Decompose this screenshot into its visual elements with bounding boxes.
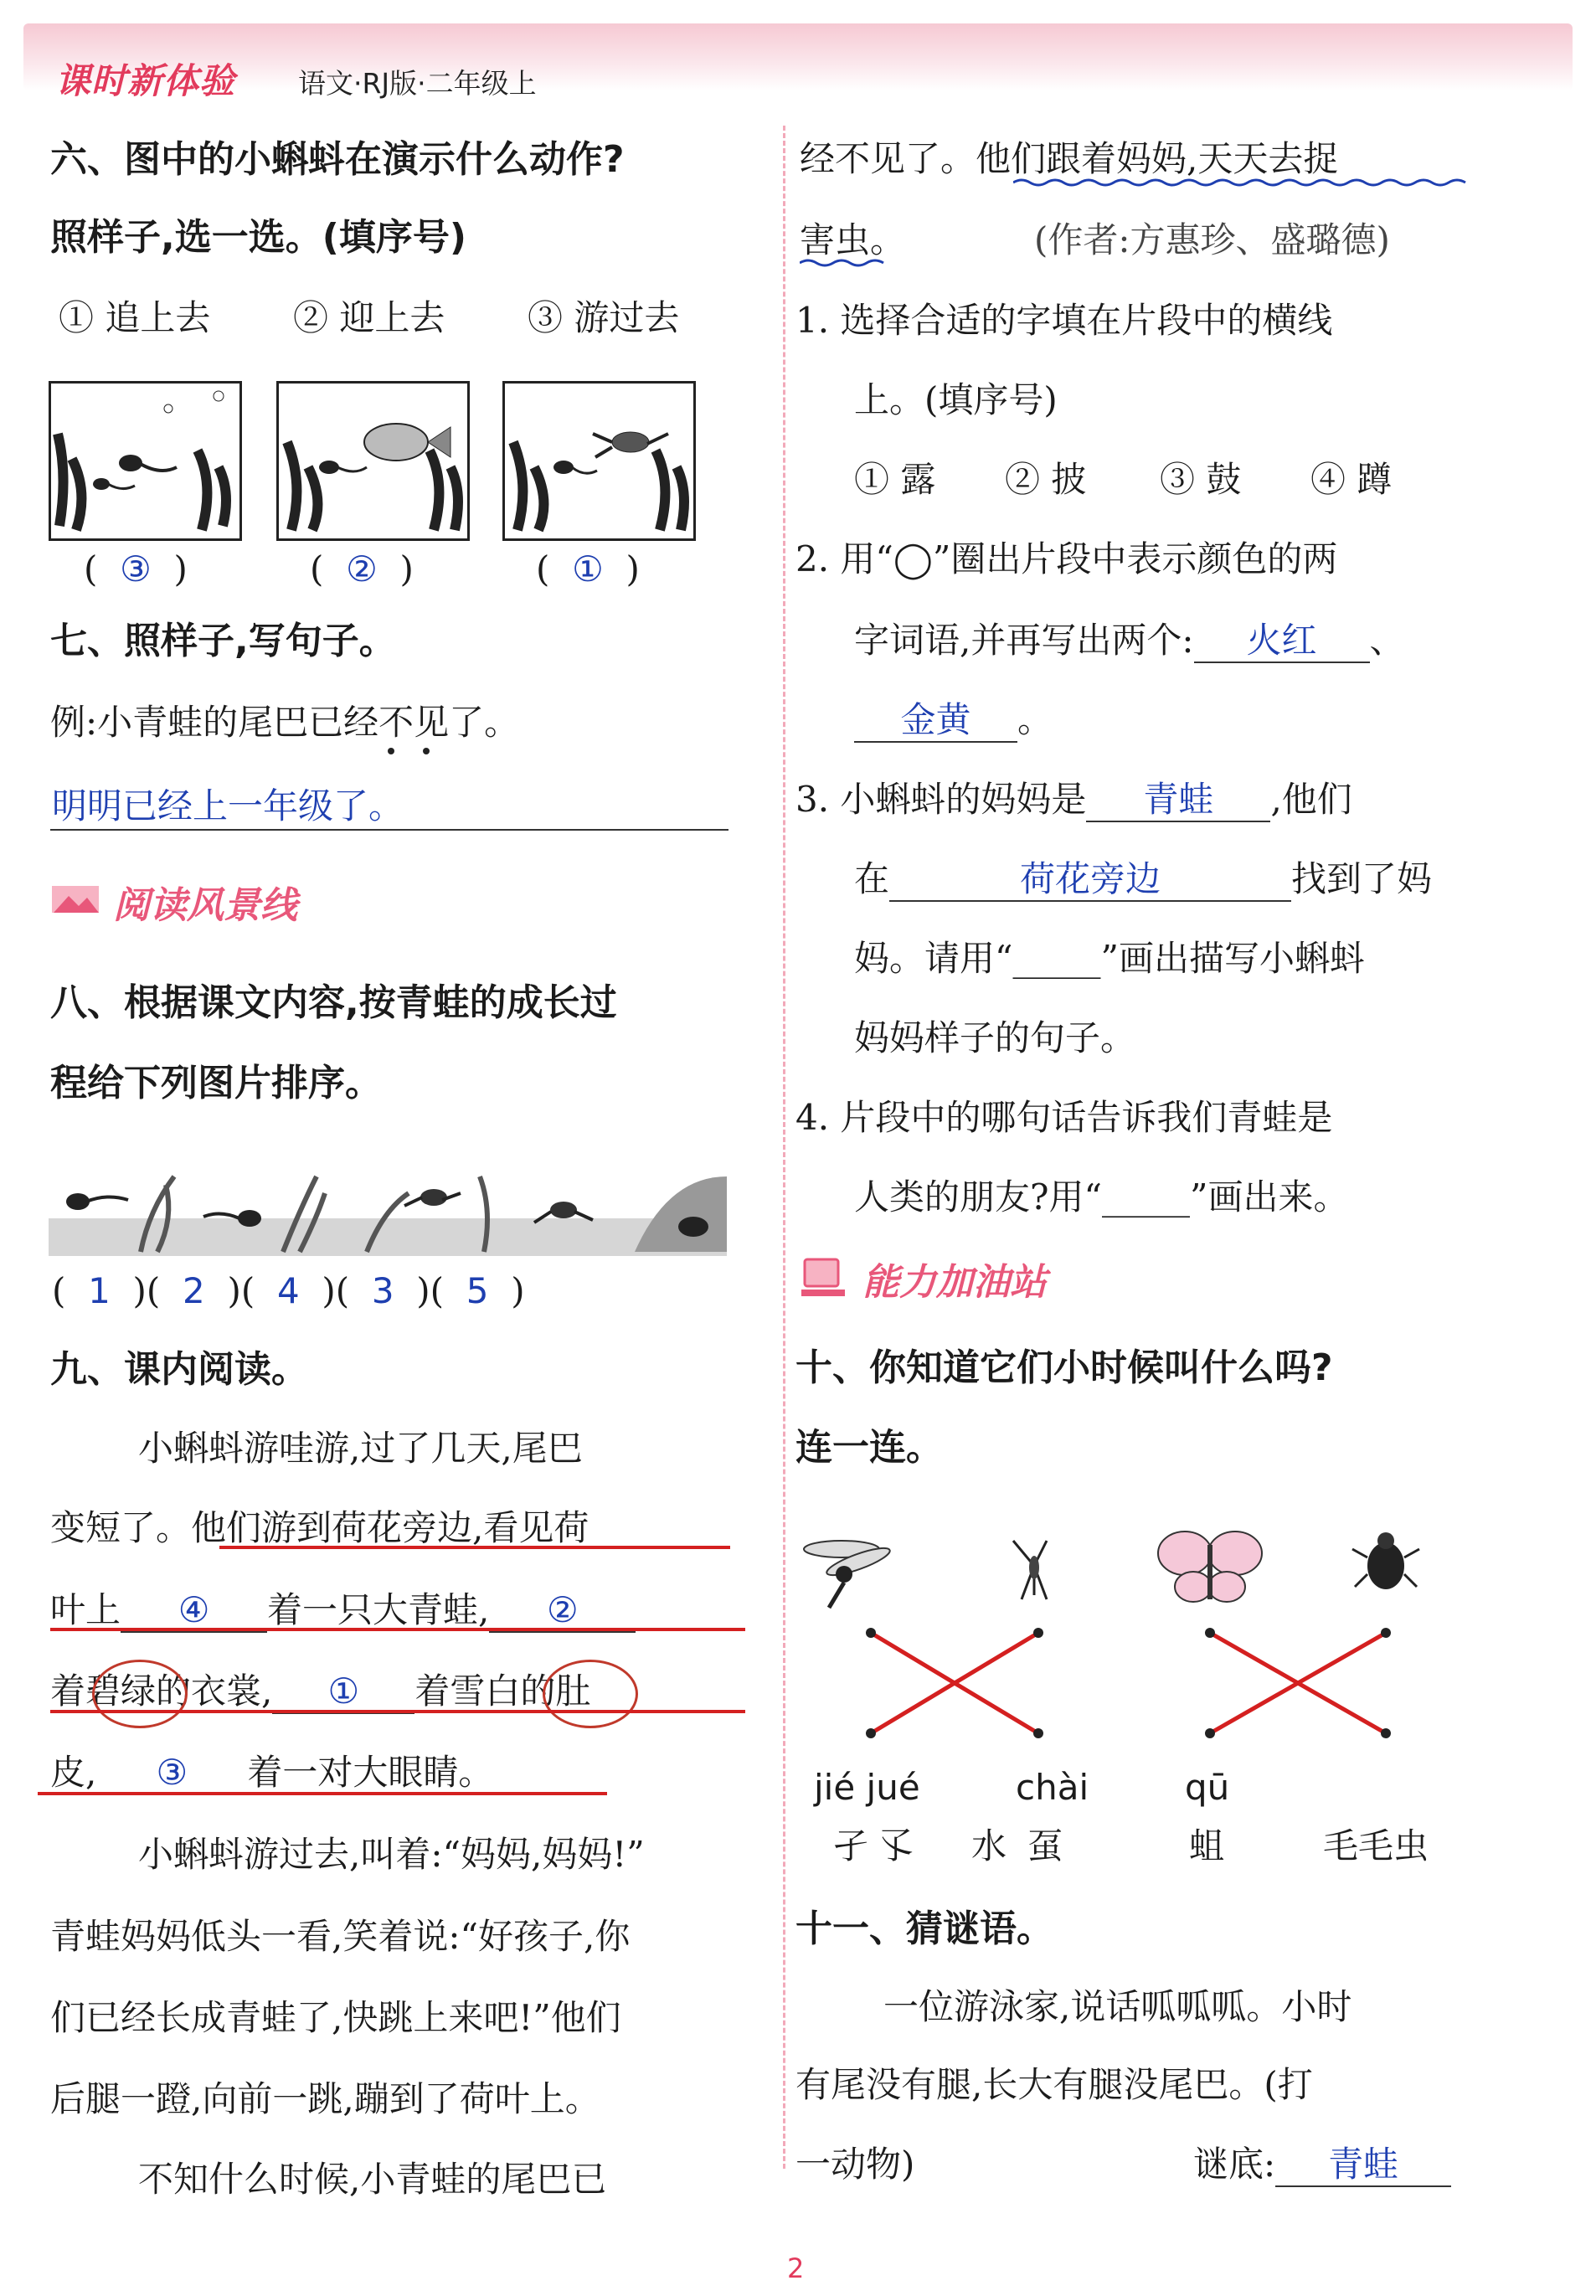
- r-q2-line-3: 金黄 。: [854, 699, 1053, 743]
- q9-blank-4-value: ③: [156, 1752, 188, 1793]
- q9-line-1: 小蝌蚪游哇游,过了几天,尾巴: [138, 1428, 583, 1469]
- r-q3-line-4: 妈妈样子的句子。: [854, 1017, 1136, 1058]
- pinyin-2: chài: [1016, 1767, 1089, 1808]
- r-q2-blank-2[interactable]: [854, 699, 1017, 743]
- r-q3-answer-2: 荷花旁边: [1020, 858, 1161, 899]
- r-q1-opt-3: ③ 鼓: [1160, 459, 1242, 500]
- q10-label-2: 水 虿: [971, 1825, 1068, 1866]
- q6-option-1: ① 追上去: [59, 297, 211, 338]
- q11-answer-blank[interactable]: [1275, 2144, 1451, 2187]
- r-q2-answer-2: 金黄: [900, 699, 971, 740]
- q9-blank-3-value: ①: [327, 1671, 360, 1712]
- computer-icon: [800, 1256, 850, 1300]
- q11-line-2: 有尾没有腿,长大有腿没尾巴。(打: [795, 2064, 1313, 2105]
- q6-answer-2-value: ②: [346, 548, 378, 589]
- r-q2-blank-1[interactable]: [1194, 620, 1370, 663]
- r-q2-text: 字词语,并再写出两个:: [854, 620, 1194, 661]
- q7-answer-line: [50, 829, 728, 831]
- emphasis-dot-1: [388, 748, 394, 754]
- q9-blank-3[interactable]: [272, 1671, 414, 1714]
- q10-title: 十、你知道它们小时候叫什么吗?: [795, 1346, 1333, 1389]
- color-circle-2: [543, 1660, 638, 1728]
- tadpole-picture-3: [502, 381, 696, 541]
- q9-p2-line-2: 青蛙妈妈低头一看,笑着说:“好孩子,你: [50, 1916, 631, 1957]
- q10-title2: 连一连。: [795, 1426, 943, 1469]
- dragonfly-icon: [804, 1541, 893, 1608]
- r-q2-line-1: 2. 用“◯”圈出片段中表示颜色的两: [795, 538, 1338, 579]
- r-q4-line-1: 4. 片段中的哪句话告诉我们青蛙是: [795, 1097, 1333, 1138]
- mosquito-icon: [1013, 1541, 1047, 1599]
- q9-line-3: [50, 1589, 636, 1633]
- q10-label-4: 毛毛虫: [1323, 1825, 1429, 1866]
- wavy-underline-1: [1013, 178, 1474, 188]
- q8-answer-1: 1: [88, 1270, 111, 1311]
- insects-icon: [795, 1516, 1432, 1616]
- passage-continued-2: 害虫。: [800, 219, 906, 260]
- q11-title: 十一、猜谜语。: [795, 1907, 1053, 1950]
- q9-p3: 不知什么时候,小青蛙的尾巴已: [138, 2159, 607, 2200]
- wavy-underline-2: [800, 258, 892, 268]
- q11-line-3: 一动物): [795, 2144, 915, 2185]
- picture-icon: [50, 881, 100, 916]
- q6-answer-1-value: ③: [120, 548, 152, 589]
- q9-line-5-b: 着一对大眼睛。: [247, 1752, 494, 1793]
- q8-answer-5: 5: [466, 1270, 489, 1311]
- q8-title: 八、根据课文内容,按青蛙的成长过: [50, 981, 617, 1024]
- header-band: [23, 23, 1573, 90]
- underline-1: [219, 1546, 730, 1549]
- q9-title: 九、课内阅读。: [50, 1348, 308, 1391]
- q8-title2: 程给下列图片排序。: [50, 1062, 382, 1104]
- r-q3-line-3: 妈。请用“_____”画出描写小蝌蚪: [854, 938, 1365, 979]
- ability-section-title: 能力加油站: [862, 1261, 1047, 1304]
- q11-answer: 青蛙: [1328, 2144, 1399, 2185]
- pinyin-1: jié jué: [814, 1767, 920, 1808]
- tadpole-picture-1: [49, 381, 242, 541]
- r-q3-line-2: [854, 858, 1432, 902]
- pinyin-3: qū: [1185, 1767, 1230, 1808]
- q8-answer-row: ( 1 )( 2 )( 4 )( 3 )( 5 ): [52, 1270, 525, 1311]
- q8-answer-2: 2: [183, 1270, 205, 1311]
- q9-blank-4[interactable]: [96, 1752, 247, 1794]
- q9-p2-line-1: 小蝌蚪游过去,叫着:“妈妈,妈妈!”: [138, 1834, 645, 1875]
- passage-continued-1: 经不见了。他们跟着妈妈,天天去捉: [800, 138, 1339, 179]
- q9-p2-line-4: 后腿一蹬,向前一跳,蹦到了荷叶上。: [50, 2078, 600, 2119]
- q6-option-3: ③ 游过去: [528, 297, 680, 338]
- r-q3-text-c: 在: [854, 858, 890, 899]
- q9-blank-2-value: ②: [547, 1589, 579, 1630]
- matching-lines: [829, 1616, 1415, 1750]
- fly-icon: [1352, 1532, 1419, 1589]
- r-q2-answer-1: 火红: [1246, 620, 1317, 661]
- r-q2-line-2: 字词语,并再写出两个: 火红 、: [854, 620, 1405, 663]
- r-q1-opt-1: ① 露: [854, 459, 936, 500]
- tadpole-scene-icon: [51, 384, 239, 538]
- r-q3-text-b: ,他们: [1270, 779, 1352, 820]
- butterfly-icon: [1158, 1532, 1262, 1602]
- q9-line-3-b: 着一只大青蛙,: [267, 1589, 490, 1630]
- page-number: 2: [787, 2252, 805, 2284]
- q11-answer-row: [1193, 2144, 1451, 2187]
- q9-blank-1-value: ④: [178, 1589, 210, 1630]
- q9-blank-2[interactable]: [489, 1589, 636, 1633]
- r-q1-line-2: 上。(填序号): [854, 379, 1058, 420]
- column-divider: [783, 126, 785, 2169]
- q9-line-4-b: 着雪白的肚: [414, 1671, 591, 1712]
- r-q1-line-1: 1. 选择合适的字填在片段中的横线: [795, 300, 1333, 341]
- frog-growth-strip: [49, 1160, 727, 1256]
- q9-p2-line-3: 们已经长成青蛙了,快跳上来吧!”他们: [50, 1997, 621, 2038]
- r-q3-line-1: [795, 779, 1352, 822]
- r-q3-blank-2[interactable]: [889, 858, 1291, 902]
- q6-answer-3-value: ①: [572, 548, 604, 589]
- r-q1-opt-2: ② 披: [1005, 459, 1087, 500]
- tadpole-picture-2: [276, 381, 470, 541]
- q10-label-3: 蛆: [1189, 1825, 1225, 1866]
- q9-line-3-a: 叶上: [50, 1589, 121, 1630]
- r-q4-line-2: 人类的朋友?用“_____”画出来。: [854, 1176, 1349, 1217]
- q6-title: 六、图中的小蝌蚪在演示什么动作?: [50, 138, 625, 181]
- r-q3-blank-1[interactable]: [1086, 779, 1270, 822]
- reading-section-icon: [50, 881, 100, 916]
- author-credit: (作者:方惠珍、盛璐德): [1034, 219, 1390, 260]
- underline-4: [38, 1792, 607, 1795]
- q9-blank-1[interactable]: [121, 1589, 267, 1633]
- fish-scene-icon: [279, 384, 467, 538]
- r-q3-text-d: 找到了妈: [1291, 858, 1433, 899]
- frog-growth-icon: [49, 1160, 727, 1256]
- ability-section-icon: [800, 1256, 850, 1300]
- reading-section-title: 阅读风景线: [113, 884, 297, 927]
- insect-row: [795, 1516, 1432, 1616]
- book-subtitle: 语文·RJ版·二年级上: [298, 67, 537, 100]
- r-q3-text-a: 3. 小蝌蚪的妈妈是: [795, 779, 1087, 820]
- q6-option-2: ② 迎上去: [293, 297, 445, 338]
- q11-answer-label: 谜底:: [1193, 2144, 1276, 2185]
- q6-title2: 照样子,选一选。(填序号): [50, 216, 466, 259]
- q9-line-4-a: 着碧绿的衣裳,: [50, 1671, 273, 1712]
- q6-answer-2: ( ② ): [310, 548, 414, 589]
- match-lines-icon: [829, 1616, 1415, 1750]
- q6-answer-3: ( ① ): [536, 548, 640, 589]
- q10-label-1: 孑孓: [833, 1825, 924, 1866]
- brand-logo: 课时新体验: [55, 60, 236, 101]
- q9-line-2: 变短了。他们游到荷花旁边,看见荷: [50, 1507, 589, 1548]
- underline-2: [50, 1628, 745, 1631]
- q8-answer-3: 4: [276, 1270, 300, 1311]
- r-q3-answer-1: 青蛙: [1143, 779, 1214, 820]
- q7-title: 七、照样子,写句子。: [50, 620, 396, 662]
- q8-answer-4: 3: [371, 1270, 394, 1311]
- r-q1-opt-4: ④ 蹲: [1310, 459, 1393, 500]
- q11-line-1: 一位游泳家,说话呱呱呱。小时: [883, 1986, 1352, 2027]
- q9-line-5-a: 皮,: [50, 1752, 97, 1793]
- frog-scene-icon: [505, 384, 693, 538]
- q6-answer-1: ( ③ ): [84, 548, 188, 589]
- color-circle-1: [92, 1660, 188, 1728]
- q7-example: 例:小青蛙的尾巴已经不见了。: [50, 702, 520, 743]
- q7-answer: 明明已经上一年级了。: [52, 785, 404, 826]
- q9-line-5: [50, 1752, 493, 1794]
- underline-3: [50, 1710, 745, 1713]
- emphasis-dot-2: [423, 748, 430, 754]
